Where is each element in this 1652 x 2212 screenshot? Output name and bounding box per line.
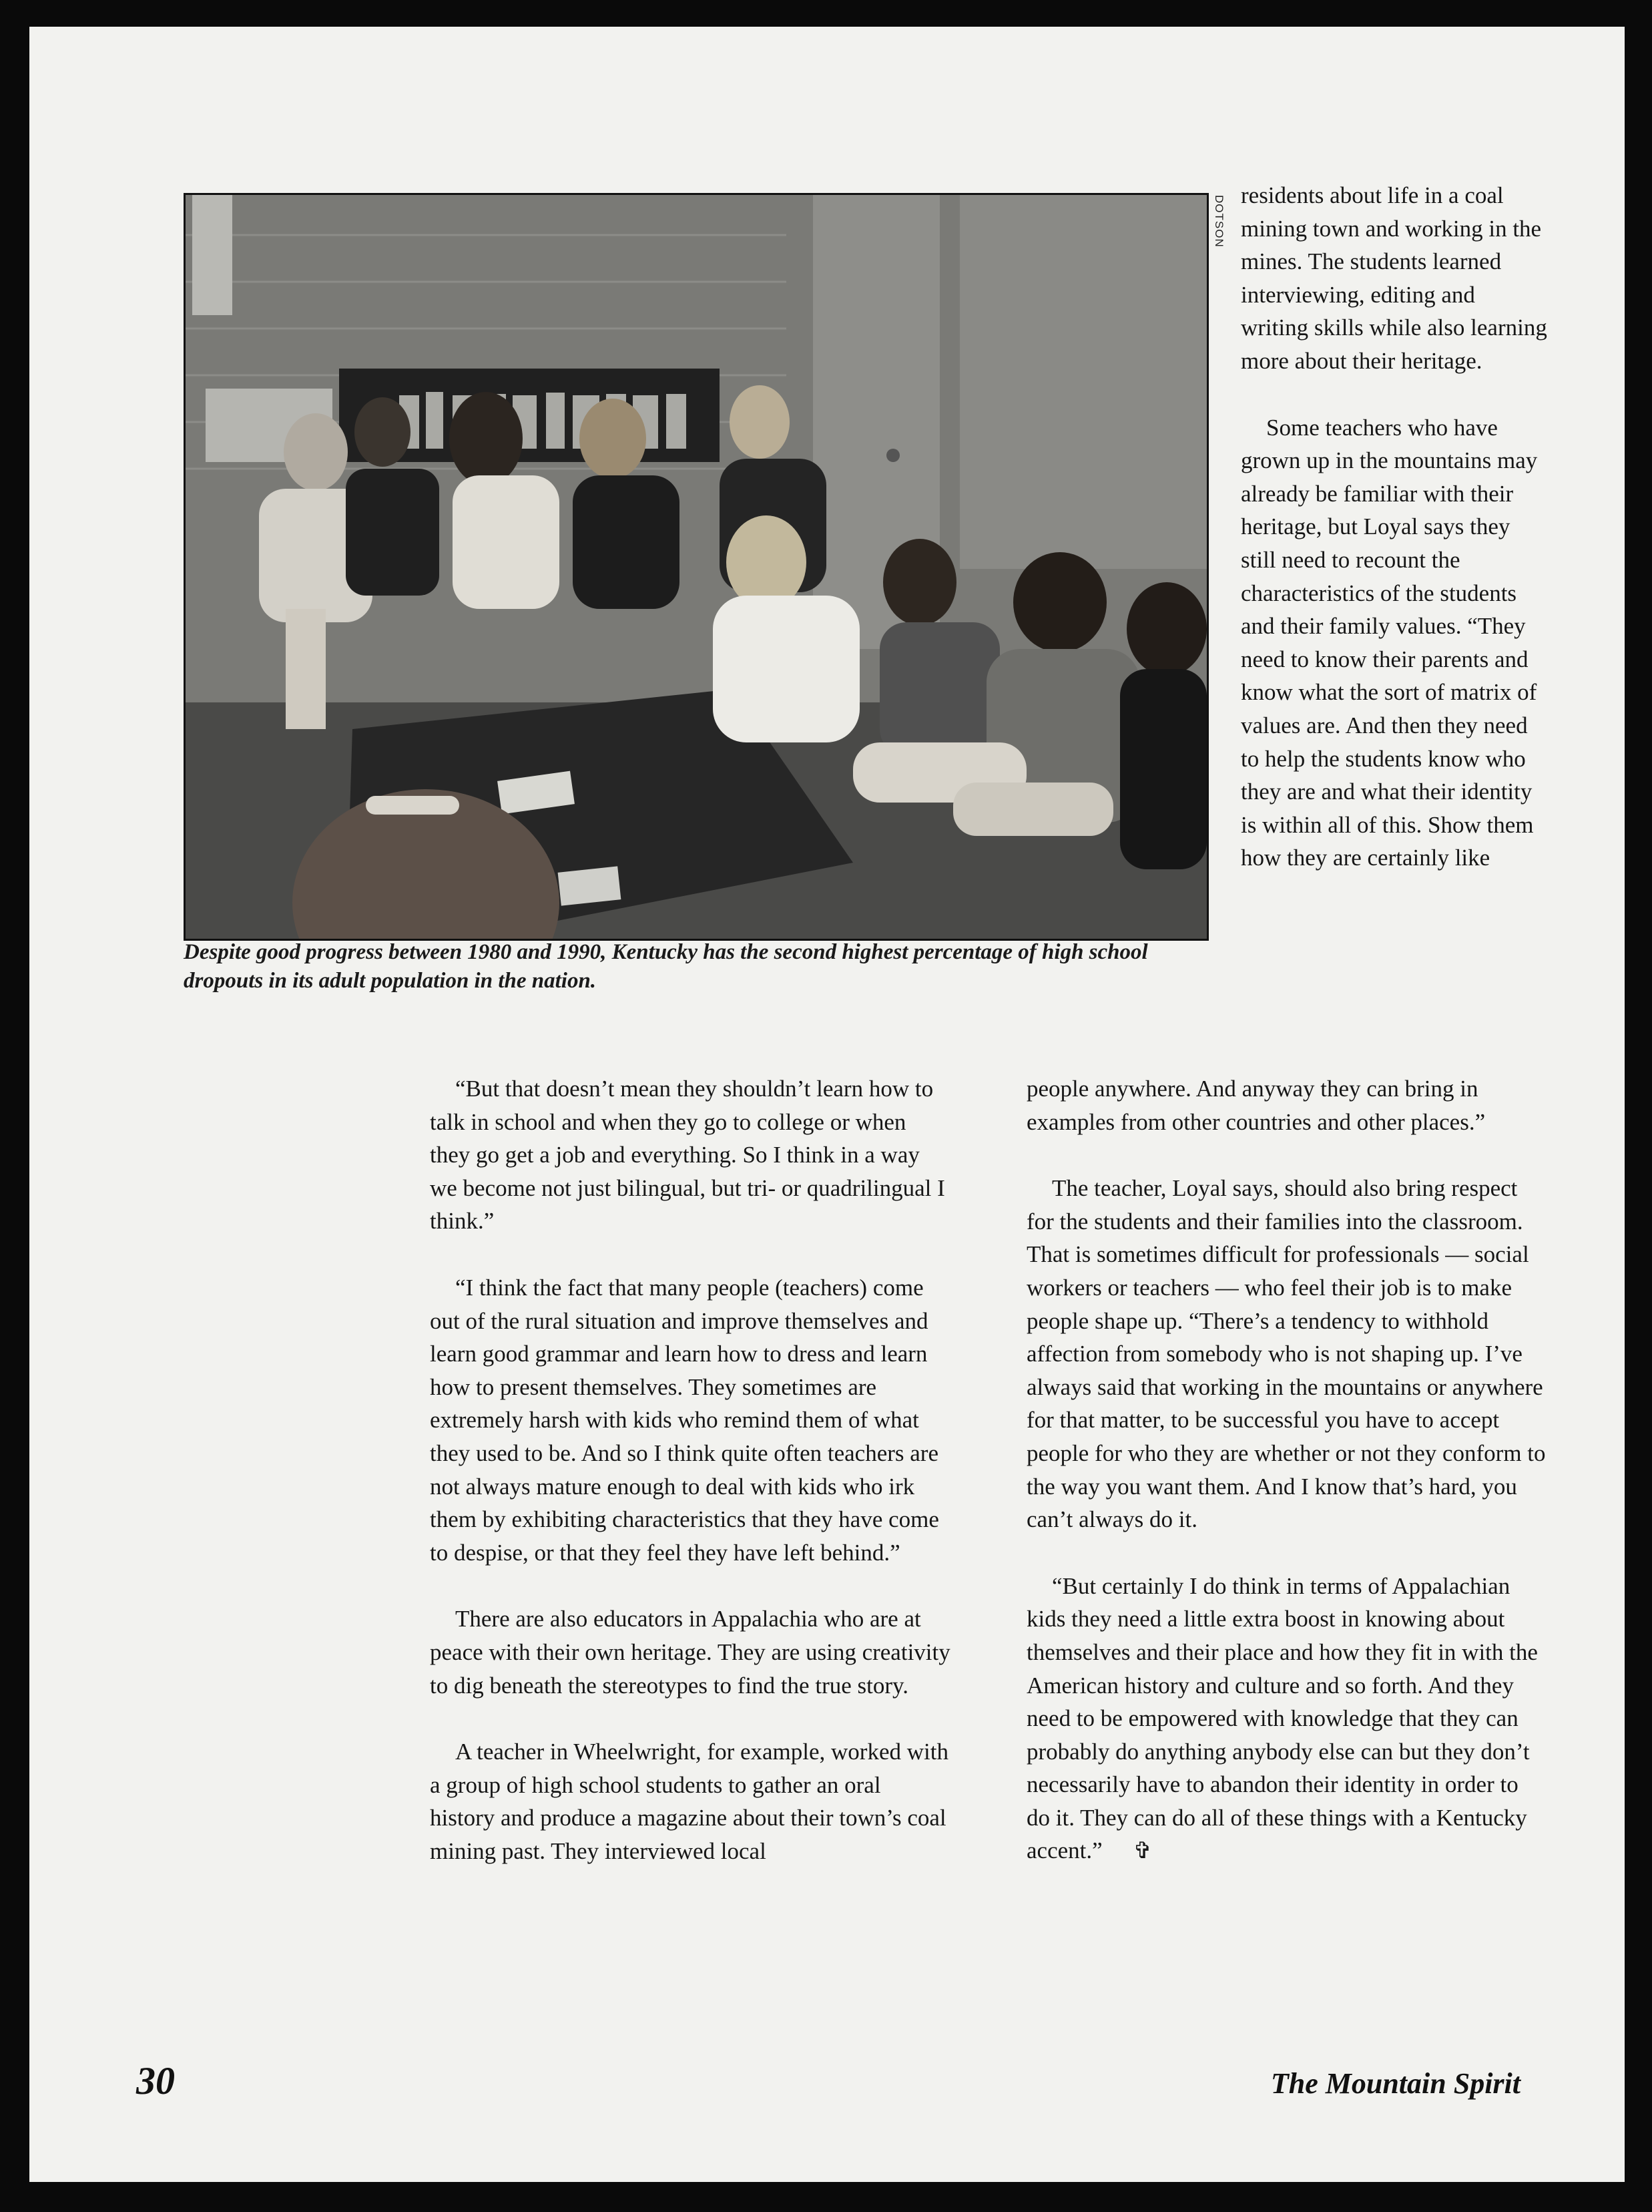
- article-column-left: [430, 1072, 950, 1901]
- article-paragraph: residents about life in a coal mining town and working in the mines. The students learned interviewing, editing and writing skills while also learning more about their heritage.: [1241, 182, 1547, 374]
- end-mark-icon: ✞: [1133, 1839, 1153, 1864]
- magazine-page: [29, 27, 1625, 2182]
- classroom-photo: [184, 193, 1209, 941]
- article-paragraph-text: “But certainly I do think in terms of Appalachian kids they need a little extra boost in knowing about themselves and their place and how they fit in with the American history and culture and so forth. And they need to be empowered with knowledge that they can probably do anything anybody else can but they don’t necessarily have to abandon their identity in order to do it. They can do all of these things with a Kentucky accent.”: [1027, 1572, 1538, 1864]
- photo-credit: DOTSON: [1213, 195, 1225, 248]
- article-paragraph: “But that doesn’t mean they shouldn’t learn how to talk in school and when they go to college or when they go get a job and everything. So I think in a way we become not just bilingual, but tri- or quadrilingual I think.”: [430, 1076, 945, 1235]
- photo-caption: Despite good progress between 1980 and 1990, Kentucky has the second highest percentage of high school dropouts in its adult population in the nation.: [184, 940, 1148, 993]
- article-paragraph: “I think the fact that many people (teachers) come out of the rural situation and improve themselves and learn good grammar and learn how to dress and learn how to present themselves. They sometimes are extremely harsh with kids who remind them of what they used to be. And so I think quite often teachers are not always mature enough to deal with kids who irk them by exhibiting characteristics that they have come to despise, or that they feel they have left behind.”: [430, 1274, 939, 1566]
- article-paragraph: Some teachers who have grown up in the mountains may already be familiar with their heritage, but Loyal says they still need to recount the characteristics of the students and their family values. “They need to know their parents and know what the sort of matrix of values are. And then they need to help the students know who they are and what their identity is within all of this. Show them how they are certainly like: [1241, 414, 1538, 871]
- article-paragraph: A teacher in Wheelwright, for example, worked with a group of high school students to gather an oral history and produce a magazine about their town’s coal mining past. They interviewed local: [430, 1739, 948, 1864]
- classroom-photo-image: [186, 195, 1207, 939]
- publication-title: The Mountain Spirit: [1270, 2067, 1521, 2100]
- article-column-right-bottom: [1027, 1072, 1547, 1902]
- article-paragraph: The teacher, Loyal says, should also bring respect for the students and their families into the classroom. That is sometimes difficult for professionals — social workers or teachers — who feel their job is to make people shape up. “There’s a tendency to withhold affection from somebody who is not shaping up. I’ve always said that working in the mountains or anywhere for that matter, to be successful you have to accept people for who they are whether or not they conform to the way you want them. And I know that’s hard, you can’t always do it.: [1027, 1175, 1546, 1533]
- page-number: 30: [136, 2059, 175, 2103]
- article-paragraph-continuation: people anywhere. And anyway they can bring in examples from other countries and other places.”: [1027, 1076, 1486, 1135]
- article-paragraph: [1027, 1570, 1547, 1868]
- article-column-right-top: [1241, 179, 1548, 875]
- article-paragraph: There are also educators in Appalachia who are at peace with their own heritage. They are using creativity to dig beneath the stereotypes to find the true story.: [430, 1606, 950, 1699]
